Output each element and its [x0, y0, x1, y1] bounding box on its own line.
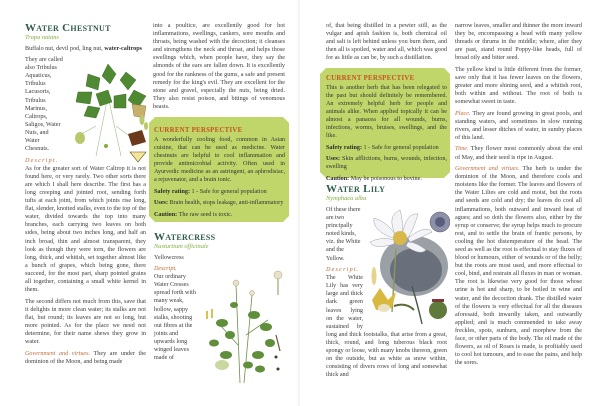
safety-rating-2	[326, 144, 447, 152]
current-perspective-text-2: This is another herb that has been relegated to the past but should definitely be remembered. An extremely helpful herb for people and animals alike. When applied topically it can be almost a panacea for all wounds, burns, infections, worms, bruises, swellings, and the like.	[326, 84, 447, 140]
latin-name-water-chestnut: Trapa natans	[25, 34, 59, 41]
water-lily-flower-paragraph: narrow leaves, smaller and thinner the more inward they be, encompassing a head with many yellow threads or thrums in the middle; where, after they are past, stand round Poppy-like heads, full of broad oily and bitter seed.	[455, 23, 582, 62]
government-text-water-lily: The herb is under the dominion of the Moon, and therefore cools and moistens like the former. The leaves and flowers of the Water Lilies are cold and moist, but the roots and seeds are cold and dry; the leaves do cool all inflammations, both outward and inward heat of agues; and so doth the flowers also, either by the syrup or conserve; the syrup helps much to procure rest, and to settle the brain of frantic persons, by cooling the hot distemperature of the head. The seed as well as the root is effectual to stay fluxes of blood or humours, either of wounds or of the belly; but the roots are most used, and more effectual to cool, bind, and restrain all fluxes in man or woman. The root is likewise very good for those whose urine is hot and sharp, to be boiled in wine and water, and the decoction drank. The distilled water of the flowers is very effectual for all the diseases aforesaid, both inwardly taken, and outwardly applied; and is much commended to take away freckles, spots, sunburn, and morphew from the face, or other parts of the body. The oil made of the flowers, as oil of Roses is made, is profitably used to cool hot tumours, and to ease the pains, and help the sores.	[455, 166, 582, 367]
caution-value: The raw seed is toxic.	[177, 211, 233, 218]
caution-2	[326, 175, 447, 183]
current-perspective-text: A wonderfully cooling food, common in Asian cuisine, that can be used as medicine. Water chestnuts are helpful to cool inflammation and provide antimicrobial activity. Often used in Ayurvedic medicine as an astringent, an aphrodisiac, a rejuvenator, and a brain tonic.	[154, 136, 285, 184]
left-column-1	[25, 22, 146, 369]
place-label: Place.	[455, 110, 471, 117]
caution-label: Caution:	[154, 211, 178, 218]
current-perspective-heading-2: CURRENT PERSPECTIVE	[326, 75, 415, 82]
latin-name-water-lily: Nymphaea alba	[326, 195, 367, 202]
government-paragraph-water-lily	[455, 165, 582, 367]
safety-rating-value: 1 - Safe for general population	[189, 188, 267, 195]
descript-text-watercress: Our ordinary Water Cresses spread forth with many weak, hollow, sappy stalks, shooting out fibres at the joints and upwards long winged leaves made of	[154, 274, 196, 362]
descript-label: Descript.	[25, 157, 59, 164]
caution-label-2: Caution:	[326, 175, 350, 182]
government-text: They are under the dominion of the Moon, and being made	[25, 350, 146, 365]
descript-label-water-lily: Descript.	[326, 267, 360, 274]
common-names-text: Buffalo nut, devil pod, ling nut,	[25, 46, 105, 52]
water-lily-plant-icon	[366, 206, 450, 326]
common-names-bold: water-caltrops	[104, 46, 143, 52]
descript-text-water-lily: The White Lily has very large and thick dark green leaves lying on the water, sustained by long and thick footstalks, that arise from a great, thick, round, and long tuberous black root spongy or loose, with many knobs thereon, green on the outside, but as white as snow within, consisting of divers rows of long and somewhat thick and	[326, 275, 447, 379]
water-lily-intro: Of these there are two principally noted kinds, viz. the White and the Yellow.	[326, 207, 361, 262]
entry-title-watercress: Watercress	[154, 231, 216, 243]
left-column-2	[153, 22, 285, 114]
uses-label: Uses:	[154, 200, 168, 207]
right-page	[300, 0, 600, 406]
watercress-plant-icon	[200, 265, 286, 385]
uses-value-2: Skin afflictions, burns, wounds, infection, swelling	[326, 156, 447, 171]
common-names-watercress: Yellowcress	[154, 255, 184, 261]
caution	[154, 211, 285, 219]
caution-value-2: May be poisonous to bovine.	[349, 175, 422, 182]
water-lily-illustration	[366, 206, 450, 326]
uses-2	[326, 155, 447, 171]
uses	[154, 199, 285, 207]
government-label-water-lily: Government and virtues.	[455, 166, 520, 173]
watercress-illustration	[200, 265, 286, 385]
current-perspective-heading: CURRENT PERSPECTIVE	[154, 127, 243, 134]
watercress-entry	[154, 231, 286, 385]
safety-rating	[154, 188, 285, 196]
descript-paragraph-water-chestnut	[25, 157, 146, 295]
uses-value: Brain health, stops leakage, anti-inflammatory	[167, 200, 284, 207]
alt-names-paragraph: They are called also Tribulus Aquaticus, Tribulus Lacusoris, Tribulus Marinus, Caltrops, Saligos, Water Nuts, and Water Chesnuts.	[25, 57, 63, 153]
latin-name-watercress: Nasturtium officinale	[154, 243, 209, 250]
uses-label-2: Uses:	[326, 156, 340, 163]
government-paragraph-water-chestnut	[25, 350, 146, 366]
current-perspective-content-watercress	[326, 75, 447, 186]
water-chestnut-plant-icon	[66, 56, 150, 164]
entry-title-water-chestnut: Water Chestnut	[25, 22, 111, 34]
watercress-continued-paragraph: of, that being distilled in a pewter still, as the vulgar and apish fashion is, both chemical oil and salt is left behind unless you burn them, and then all is spoiled, water and all, which was good for as little as can be, by such a distillation.	[326, 23, 447, 62]
yellow-kind-paragraph: The yellow kind is little different from the former, save only that it has fewer leaves on the flowers, greater and more shining seed, and a whitish root, both within and without. The root of both is somewhat sweet in taste.	[455, 66, 582, 106]
common-names-water-chestnut	[25, 45, 146, 53]
safety-rating-label: Safety rating:	[154, 188, 190, 195]
right-column-2	[455, 22, 582, 371]
time-text: They flower most commonly about the end of May, and their seed is ripe in August.	[455, 146, 582, 161]
time-paragraph	[455, 145, 582, 161]
water-lily-entry	[326, 183, 447, 383]
second-sort-paragraph: The second differs not much from this, save that it delights in more clean water; its stalks are not flat, but round; its leaves are not so long, but more pointed. As for the place we need not determine, for their name shews they grow in water.	[25, 298, 146, 346]
place-text: They are found growing in great pools, and standing waters, and sometimes in slow running rivers, and lesser ditches of water, in sundry places of this land.	[455, 110, 582, 141]
current-perspective-content-water-chestnut	[154, 127, 285, 222]
water-chestnut-illustration	[66, 56, 150, 164]
safety-rating-value-2: 1 - Safe for general population	[361, 144, 439, 151]
entry-title-water-lily: Water Lily	[326, 183, 386, 195]
safety-rating-label-2: Safety rating:	[326, 144, 362, 151]
time-label: Time.	[455, 146, 469, 153]
government-label: Government and virtues.	[25, 350, 91, 357]
virtues-continued-paragraph: into a poultice, are excellently good for hot inflammations, swellings, cankers, sore mouths and throats, being washed with the decoction; it cleanses and strengthens the neck and throat, and helps those swellings which, when people have, they say the almonds of the ears are fallen down. It is excellently good for the rankness of the gums, a safe and present remedy for the king's evil. They are excellent for the stone and gravel, especially the nuts, being dried. They also resist poison, and bitings of venomous beasts.	[153, 23, 285, 110]
place-paragraph	[455, 110, 582, 142]
descript-label-watercress: Descript.	[154, 266, 177, 273]
right-column-1	[326, 22, 447, 66]
descript-text: As for the greater sort of Water Caltrop it is not found here, or very rarely. Two other sorts there are which I shall here describe. The first has a long creeping and jointed root, sending forth tufts at each joint, from which joints rise long, flat, slender, knotted stalks, even to the top of the water, divided towards the top into many branches, each carrying two leaves on both sides, being about two inches long, and half an inch broad, thin and almost transparent, they look as though they were torn, the flowers are long, thick, and whitish, set together almost like a bunch of grapes, which being gone, there succeed, for the most part, sharp pointed grains all together, containing a small white kernel in them.	[25, 165, 146, 294]
